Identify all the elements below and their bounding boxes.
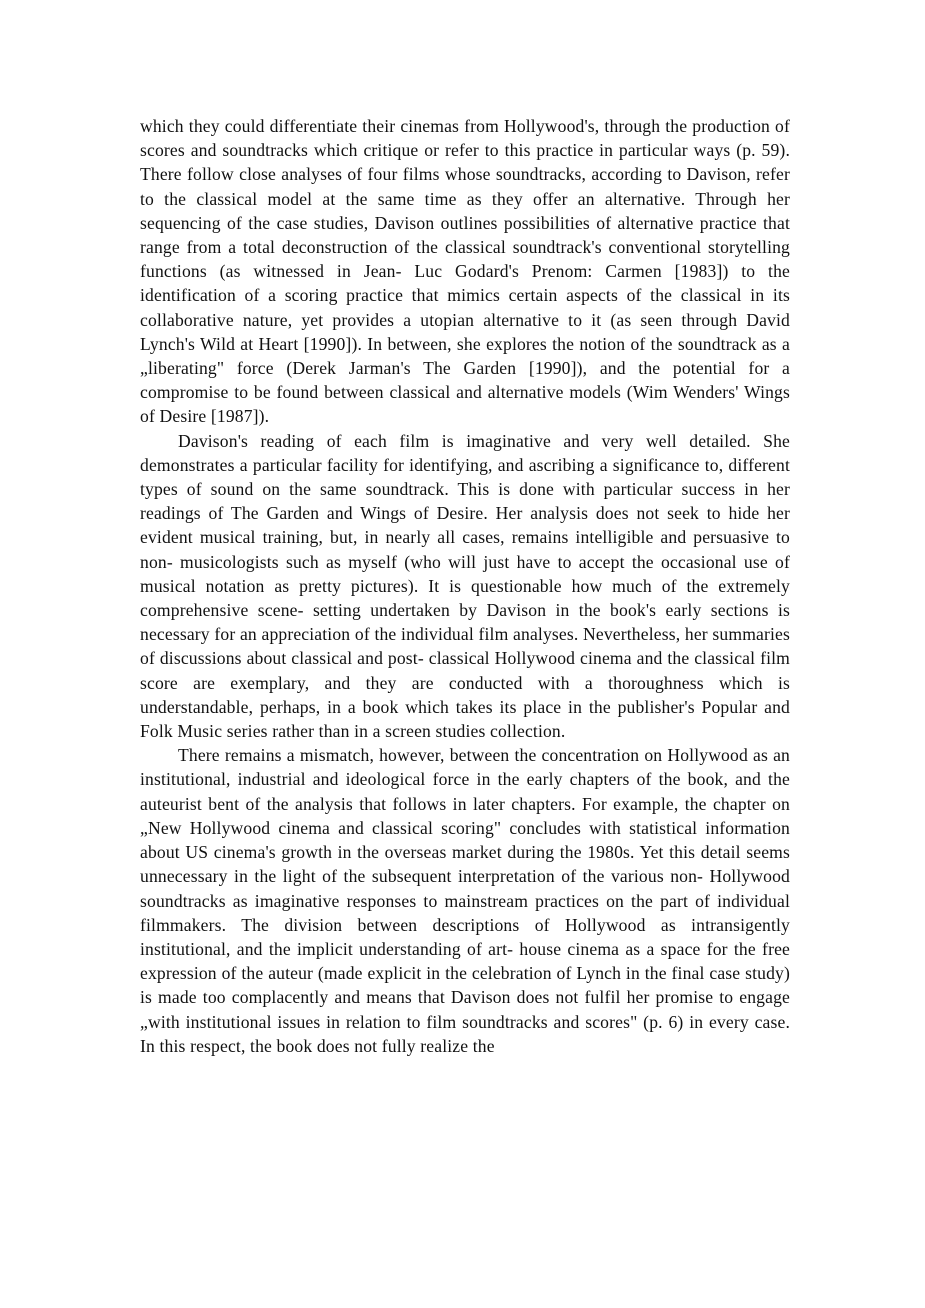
paragraph-3: There remains a mismatch, however, between the concentration on Hollywood as an institutional, industrial and ideological force in the early chapters of the book, and the auteurist bent of the analysis that follows in later chapters. For example, the chapter on „New Hollywood cinema and classical scoring" concludes with statistical information about US cinema's growth in the overseas market during the 1980s. Yet this detail seems unnecessary in the light of the subsequent interpretation of the various non- Hollywood soundtracks as imaginative responses to mainstream practices on the part of individual filmmakers. The division between descriptions of Hollywood as intransigently institutional, and the implicit understanding of art- house cinema as a space for the free expression of the auteur (made explicit in the celebration of Lynch in the final case study) is made too complacently and means that Davison does not fulfil her promise to engage „with institutional issues in relation to film soundtracks and scores" (p. 6) in every case. In this respect, the book does not fully realize the (140, 745, 790, 1056)
paragraph-1: which they could differentiate their cinemas from Hollywood's, through the production of scores and soundtracks which critique or refer to this practice in particular ways (p. 59). There follow close analyses of four films whose soundtracks, according to Davison, refer to the classical model at the same time as they offer an alternative. Through her sequencing of the case studies, Davison outlines possibilities of alternative practice that range from a total deconstruction of the classical soundtrack's conventional storytelling functions (as witnessed in Jean- Luc Godard's Prenom: Carmen [1983]) to the identification of a scoring practice that mimics certain aspects of the classical in its collaborative nature, yet provides a utopian alternative to it (as seen through David Lynch's Wild at Heart [1990]). In between, she explores the notion of the soundtrack as a „liberating" force (Derek Jarman's The Garden [1990]), and the potential for a compromise to be found between classical and alternative models (Wim Wenders' Wings of Desire [1987]). (140, 116, 790, 427)
paragraph-2: Davison's reading of each film is imaginative and very well detailed. She demonstrates a particular facility for identifying, and ascribing a significance to, different types of sound on the same soundtrack. This is done with particular success in her readings of The Garden and Wings of Desire. Her analysis does not seek to hide her evident musical training, but, in nearly all cases, remains intelligible and persuasive to non- musicologists such as myself (who will just have to accept the occasional use of musical notation as pretty pictures). It is questionable how much of the extremely comprehensive scene- setting undertaken by Davison in the book's early sections is necessary for an appreciation of the individual film analyses. Nevertheless, her summaries of discussions about classical and post- classical Hollywood cinema and the classical film score are exemplary, and they are conducted with a thoroughness which is understandable, perhaps, in a book which takes its place in the publisher's Popular and Folk Music series rather than in a screen studies collection. (140, 430, 790, 742)
document-page (140, 114, 790, 1058)
